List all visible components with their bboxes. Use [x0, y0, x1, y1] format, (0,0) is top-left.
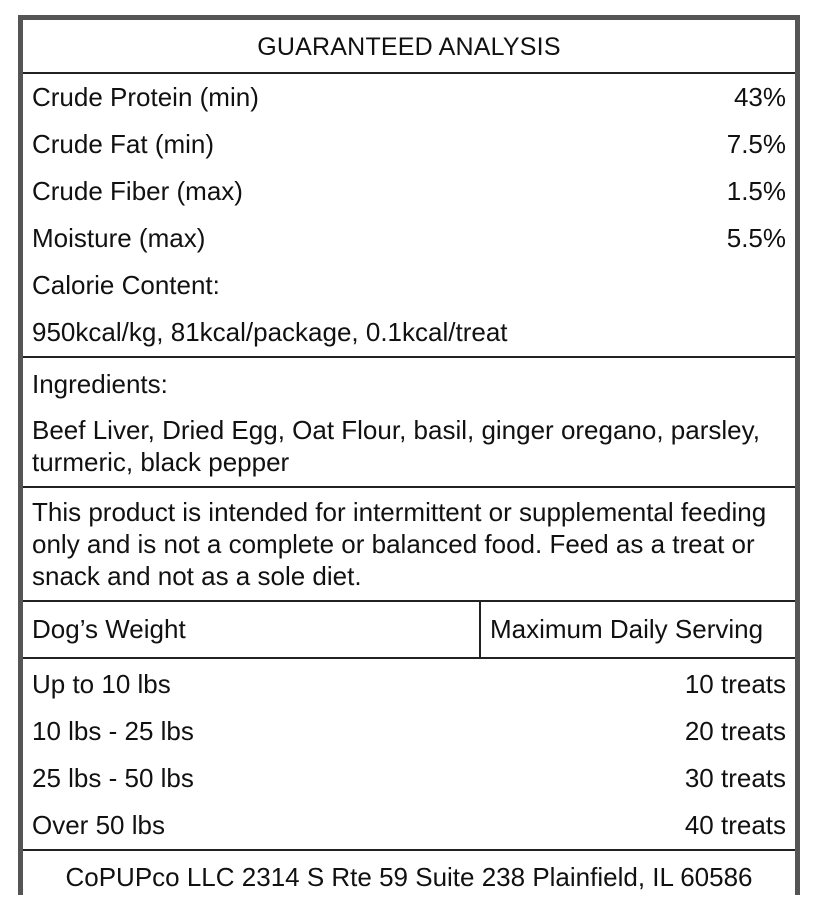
table-row — [23, 708, 795, 755]
calorie-content-label: Calorie Content: — [32, 270, 220, 300]
ingredients-label: Ingredients: — [32, 369, 168, 399]
analysis-row — [23, 74, 795, 121]
serving-cell: 20 treats — [684, 716, 786, 746]
analysis-label: Crude Protein (min) — [32, 82, 259, 112]
max-daily-serving-header: Maximum Daily Serving — [490, 614, 764, 644]
label-title: GUARANTEED ANALYSIS — [23, 20, 795, 74]
table-row — [23, 755, 795, 802]
analysis-section — [23, 74, 795, 358]
dog-weight-cell: Up to 10 lbs — [32, 669, 171, 699]
guaranteed-analysis-label — [18, 15, 800, 895]
analysis-row — [23, 121, 795, 168]
serving-table-body — [23, 659, 795, 849]
analysis-value: 1.5% — [726, 176, 786, 206]
manufacturer-address: CoPUPco LLC 2314 S Rte 59 Suite 238 Plainfield, IL 60586 — [65, 862, 753, 892]
analysis-label: Crude Fat (min) — [32, 129, 215, 159]
analysis-value: 43% — [733, 82, 786, 112]
table-row — [23, 802, 795, 849]
analysis-value: 5.5% — [726, 223, 786, 253]
calorie-content-value: 950kcal/kg, 81kcal/package, 0.1kcal/treat — [32, 317, 508, 347]
feeding-disclaimer-section — [23, 488, 795, 602]
serving-table-header — [23, 602, 795, 659]
dog-weight-cell: 10 lbs - 25 lbs — [32, 716, 194, 746]
serving-table — [23, 602, 795, 851]
analysis-value: 7.5% — [726, 129, 786, 159]
serving-cell: 30 treats — [684, 763, 786, 793]
dog-weight-cell: Over 50 lbs — [32, 810, 165, 840]
analysis-row — [23, 168, 795, 215]
ingredients-section — [23, 358, 795, 488]
serving-cell: 10 treats — [684, 669, 786, 699]
analysis-row — [23, 215, 795, 262]
analysis-label: Crude Fiber (max) — [32, 176, 243, 206]
dog-weight-cell: 25 lbs - 50 lbs — [32, 763, 194, 793]
serving-cell: 40 treats — [684, 810, 786, 840]
ingredients-text: Beef Liver, Dried Egg, Oat Flour, basil, ginger oregano, parsley, turmeric, black pepper — [32, 415, 760, 477]
dog-weight-header: Dog’s Weight — [23, 602, 481, 657]
analysis-label: Moisture (max) — [32, 223, 206, 253]
feeding-disclaimer: This product is intended for intermittent or supplemental feeding only and is not a complete or balanced food. Feed as a treat or snack and not as a sole diet. — [32, 497, 767, 591]
table-row — [23, 661, 795, 708]
